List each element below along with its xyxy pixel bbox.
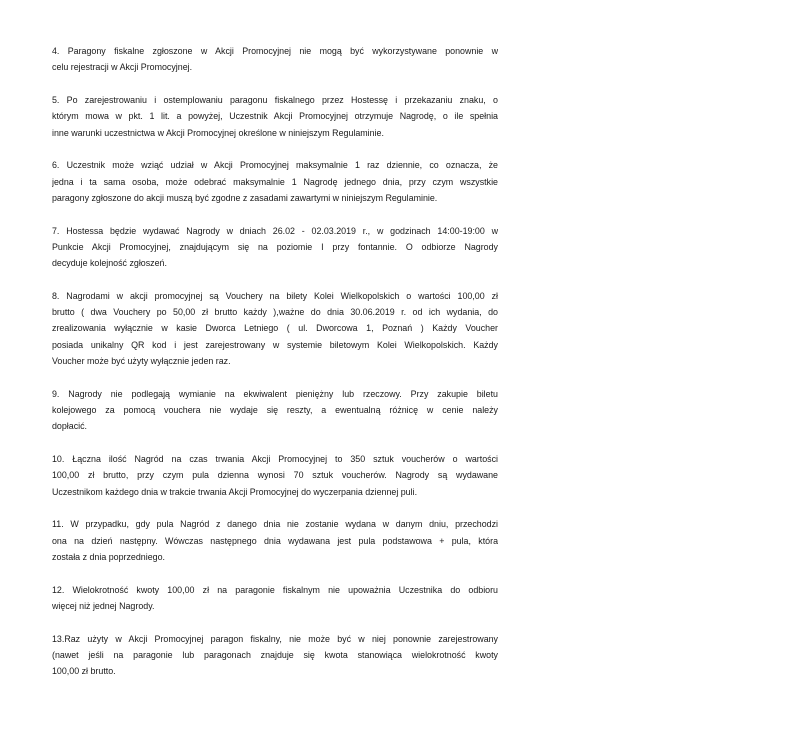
paragraph-line: brutto ( dwa Vouchery po 50,00 zł brutto każdy ),ważne do dnia 30.06.2019 r. od ich wydania, do xyxy=(52,307,498,318)
paragraph-line: celu rejestracji w Akcji Promocyjnej. xyxy=(52,62,193,73)
paragraph-line: 100,00 zł brutto, przy czym pula dzienna wynosi 70 sztuk voucherów. Nagrody są wydawane xyxy=(52,470,498,481)
paragraph-7 xyxy=(52,223,498,272)
paragraph-line: (nawet jeśli na paragonie lub paragonach znajduje się kwota stanowiąca wielokrotność kwoty xyxy=(52,649,498,660)
paragraph-line: została z dnia poprzedniego. xyxy=(52,551,165,562)
paragraph-line: którym mowa w pkt. 1 lit. a powyżej, Uczestnik Akcji Promocyjnej otrzymuje Nagrodę, o ile spełnia xyxy=(52,111,498,122)
paragraph-line: inne warunki uczestnictwa w Akcji Promocyjnej określone w niniejszym Regulaminie. xyxy=(52,127,384,138)
paragraph-line: dopłacić. xyxy=(52,421,88,432)
paragraph-line: 12. Wielokrotność kwoty 100,00 zł na paragonie fiskalnym nie upoważnia Uczestnika do odbioru xyxy=(52,584,498,595)
paragraph-line: 4. Paragony fiskalne zgłoszone w Akcji Promocyjnej nie mogą być wykorzystywane ponownie w xyxy=(52,46,498,56)
paragraph-line: ona na dzień następny. Wówczas następnego dnia wydawana jest pula podstawowa + pula, która xyxy=(52,535,498,546)
paragraph-line: paragony zgłoszone do akcji muszą być zgodne z zasadami zawartymi w niniejszym Regulaminie. xyxy=(52,192,438,203)
paragraph-line: posiada unikalny QR kod i jest zarejestrowany w systemie biletowym Kolei Wielkopolskich. Każdy xyxy=(52,339,498,350)
paragraph-line: więcej niż jednej Nagrody. xyxy=(52,600,155,611)
paragraph-line: 13.Raz użyty w Akcji Promocyjnej paragon fiskalny, nie może być w niej ponownie zarejestrowany xyxy=(52,633,498,644)
paragraph-4 xyxy=(52,43,498,76)
paragraph-line: 5. Po zarejestrowaniu i ostemplowaniu paragonu fiskalnego przez Hostessę i przekazaniu znaku, o xyxy=(52,94,498,105)
paragraph-line: 9. Nagrody nie podlegają wymianie na ekwiwalent pieniężny lub rzeczowy. Przy zakupie biletu xyxy=(52,388,498,399)
paragraph-line: Punkcie Akcji Promocyjnej, znajdującym się na poziomie I przy fontannie. O odbiorze Nagrody xyxy=(52,241,498,252)
paragraph-8 xyxy=(52,288,498,369)
paragraph-line: 100,00 zł brutto. xyxy=(52,666,116,677)
paragraph-line: 7. Hostessa będzie wydawać Nagrody w dniach 26.02 - 02.03.2019 r., w godzinach 14:00-19:00 w xyxy=(52,225,498,236)
paragraph-line: 8. Nagrodami w akcji promocyjnej są Vouchery na bilety Kolei Wielkopolskich o wartości 100,00 zł xyxy=(52,290,498,301)
paragraph-line: jedna i ta sama osoba, może odebrać maksymalnie 1 Nagrodę jednego dnia, przy czym wszystkie xyxy=(52,176,498,187)
paragraph-9 xyxy=(52,386,498,435)
paragraph-10 xyxy=(52,451,498,500)
paragraph-line: kolejowego za pomocą vouchera nie wydaje się reszty, a ewentualną różnicę w cenie należy xyxy=(52,405,498,415)
paragraph-5 xyxy=(52,92,498,141)
paragraph-6 xyxy=(52,157,498,206)
paragraph-line: 11. W przypadku, gdy pula Nagród z danego dnia nie zostanie wydana w danym dniu, przechodzi xyxy=(52,519,498,530)
paragraph-12 xyxy=(52,582,498,615)
paragraph-line: Voucher może być użyty wyłącznie jeden raz. xyxy=(52,356,231,367)
paragraph-line: decyduje kolejność zgłoszeń. xyxy=(52,258,167,269)
paragraph-line: zrealizowania wyłącznie w kasie Dworca Letniego ( ul. Dworcowa 1, Poznań ) Każdy Voucher xyxy=(52,323,498,334)
document-page xyxy=(52,43,498,679)
paragraph-line: Uczestnikom każdego dnia w trakcie trwania Akcji Promocyjnej do wyczerpania dziennej puli. xyxy=(52,486,418,497)
paragraph-13 xyxy=(52,631,498,680)
paragraph-line: 6. Uczestnik może wziąć udział w Akcji Promocyjnej maksymalnie 1 raz dziennie, co oznacza, że xyxy=(52,160,498,171)
paragraph-line: 10. Łączna ilość Nagród na czas trwania Akcji Promocyjnej to 350 sztuk voucherów o wartości xyxy=(52,453,498,464)
paragraph-11 xyxy=(52,516,498,565)
